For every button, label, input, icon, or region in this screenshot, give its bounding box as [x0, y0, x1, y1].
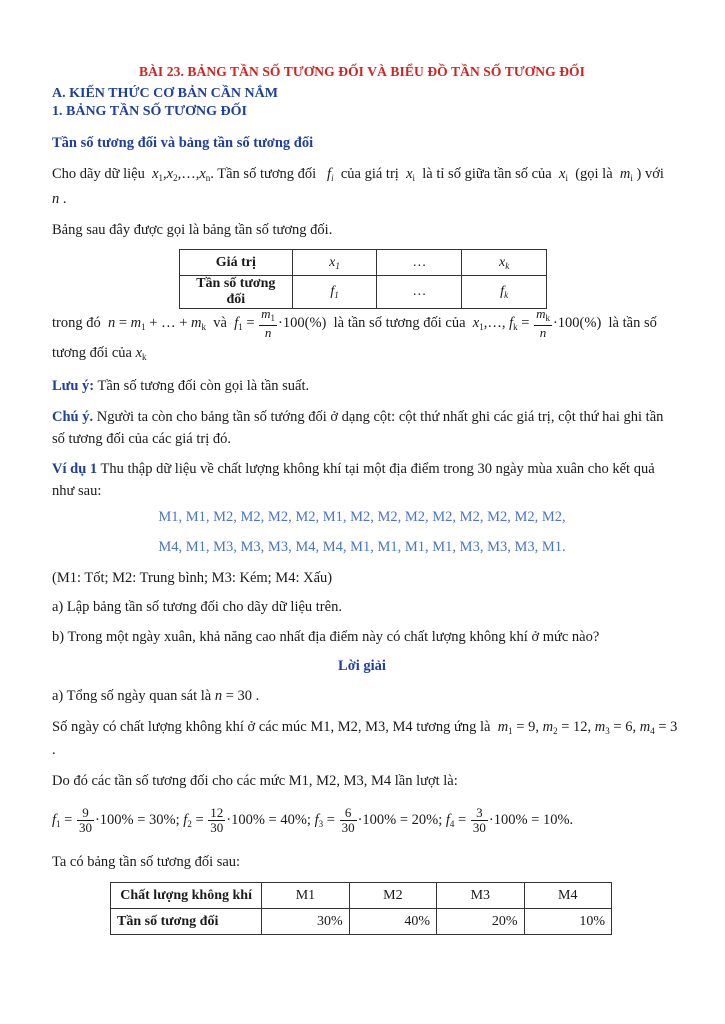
- example-label: Ví dụ 1: [52, 461, 98, 477]
- solution-line-1: a) Tổng số ngày quan sát là n = 30 .: [52, 688, 260, 704]
- relative-frequency-table: [179, 249, 547, 309]
- section-1-heading: 1. BẢNG TẦN SỐ TƯƠNG ĐỐI: [52, 104, 247, 119]
- air-quality-table: [110, 882, 612, 935]
- paragraph-formula-end: tương đối của $x_k$: [52, 345, 147, 362]
- question-a: a) Lập bảng tần số tương đối cho dãy dữ liệu trên.: [52, 599, 342, 615]
- table-header-cell: Giá trị: [180, 250, 293, 276]
- table-cell: 40%: [349, 909, 436, 935]
- table-cell: 10%: [524, 909, 611, 935]
- table-cell: M4: [524, 883, 611, 909]
- document-title: BÀI 23. BẢNG TẦN SỐ TƯƠNG ĐỐI VÀ BIỂU ĐỒ TẦN SỐ TƯƠNG ĐỐI: [138, 64, 586, 79]
- example: Ví dụ 1 Thu thập dữ liệu về chất lượng không khí tại một địa điểm trong 30 ngày mùa xuân cho kết quả như sau:: [52, 461, 655, 499]
- paragraph-definition: Cho dãy dữ liệu $x_1,x_2,\dots,x_n$. Tần số tương đối $f_i$ của giá trị $x_i$ là tỉ số giữa tần số của $x_i$ (gọi là $m_i$ ) với: [52, 166, 664, 183]
- table-row: [111, 909, 612, 935]
- solution-line-4: Ta có bảng tần số tương đối sau:: [52, 854, 241, 870]
- table-cell: $x_1$: [292, 250, 377, 276]
- table-cell: 20%: [437, 909, 524, 935]
- solution-fractions: $f_1$ = $\frac{9}{30}$ ·100% = 30%; $f_2$ = $\frac{12}{30}$ ·100% = 40%; $f_3$ = $\frac{6}{30}$ ·100% = 20%; $f_4$ = $\frac{3}{30}$ ·100% = 10%.: [52, 805, 574, 835]
- question-b: b) Trong một ngày xuân, khả năng cao nhất địa điểm này có chất lượng không khí ở mức nào?: [52, 629, 600, 645]
- table-header-cell: Tần số tương đối: [180, 276, 293, 309]
- table-cell: …: [377, 276, 462, 309]
- table-cell: $f_1$: [292, 276, 377, 309]
- remark: Chú ý. Người ta còn cho bảng tần số tướng đối ở dạng cột: cột thứ nhất ghi các giá trị, cột thứ hai ghi tần số tương đối của các giá trị đó.: [52, 409, 664, 447]
- data-line-1: M1, M1, M2, M2, M2, M2, M1, M2, M2, M2, M2, M2, M2, M2, M2,: [158, 509, 566, 525]
- table-cell: …: [377, 250, 462, 276]
- legend-text: (M1: Tốt; M2: Trung bình; M3: Kém; M4: Xấu): [52, 570, 333, 586]
- solution-line-2-end: .: [52, 742, 56, 758]
- remark-label: Chú ý.: [52, 409, 94, 425]
- table-row: [111, 883, 612, 909]
- paragraph-formula: trong đó $n = m_1$ + … + $m_k$ và $f_1$ = $\frac{m_1}{n}$ ·100(%) là tần số tương đối của $x_1,\dots$, $f_k$ = $\frac{m_k}{n}$ ·100(%) là tần số: [52, 306, 657, 340]
- solution-line-2: Số ngày có chất lượng không khí ở các múc M1, M2, M3, M4 tương ứng là $m_1 = 9$, $m_2 = 12$, $m_3 = 6$, $m_4 = 3$: [52, 719, 678, 736]
- paragraph-definition-end: n .: [52, 191, 67, 207]
- note: Lưu ý: Tần số tương đối còn gọi là tần suất.: [52, 378, 310, 394]
- data-line-2: M4, M1, M3, M3, M3, M4, M4, M1, M1, M1, M1, M3, M3, M3, M1.: [158, 539, 566, 555]
- table-header-cell: Chất lượng không khí: [111, 883, 262, 909]
- table-cell: M1: [262, 883, 349, 909]
- table-cell: M2: [349, 883, 436, 909]
- table-row: [180, 276, 547, 309]
- subheading: Tần số tương đối và bảng tần số tương đối: [52, 135, 314, 151]
- table-cell: 30%: [262, 909, 349, 935]
- table-header-cell: Tần số tương đối: [111, 909, 262, 935]
- section-a-heading: A. KIẾN THỨC CƠ BẢN CẦN NẮM: [52, 86, 278, 101]
- solution-line-3: Do đó các tần số tương đối cho các mức M1, M2, M3, M4 lần lượt là:: [52, 773, 458, 789]
- note-label: Lưu ý:: [52, 378, 95, 394]
- table-row: [180, 250, 547, 276]
- solution-heading: Lời giải: [338, 658, 386, 674]
- paragraph-table-intro: Bảng sau đây được gọi là bảng tần số tương đối.: [52, 222, 333, 238]
- table-cell: M3: [437, 883, 524, 909]
- table-cell: $f_k$: [462, 276, 547, 309]
- table-cell: $x_k$: [462, 250, 547, 276]
